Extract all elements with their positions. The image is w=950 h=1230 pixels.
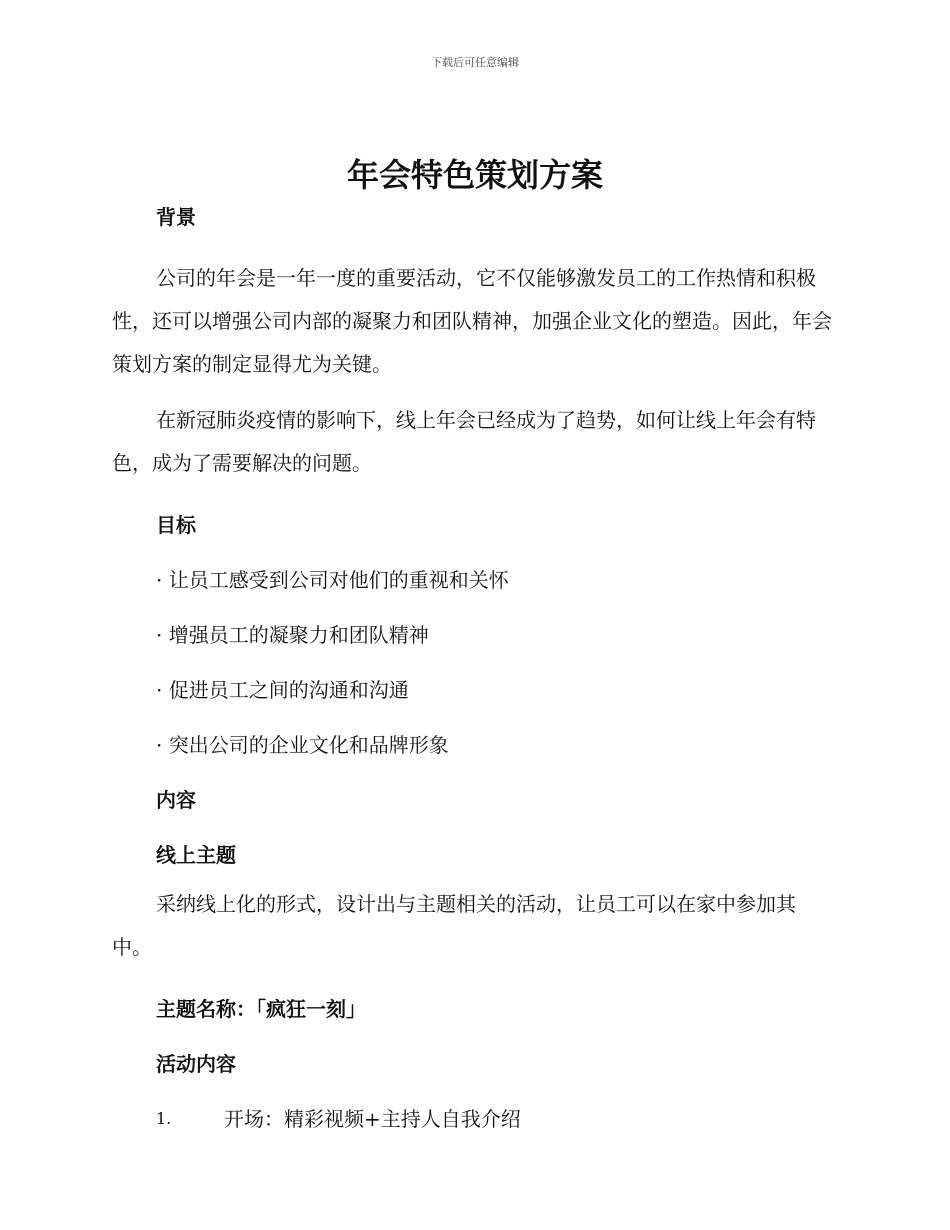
watermark-text: 下载后可任意编辑 [431,56,519,69]
goal-item: · 增强员工的凝聚力和团队精神 [156,623,429,647]
document-body [112,202,832,1134]
goal-item: · 让员工感受到公司对他们的重视和关怀 [156,568,509,592]
paragraph-background-2: 在新冠肺炎疫情的影响下，线上年会已经成为了趋势，如何让线上年会有特色，成为了需要解决的问题。 [112,408,816,475]
heading-online-theme: 线上主题 [156,843,236,867]
paragraph-background-1: 公司的年会是一年一度的重要活动，它不仅能够激发员工的工作热情和积极性，还可以增强公司内部的凝聚力和团队精神，加强企业文化的塑造。因此，年会策划方案的制定显得尤为关键。 [112,266,832,376]
heading-content: 内容 [156,788,196,812]
activity-item [112,1104,832,1134]
heading-activity: 活动内容 [156,1052,236,1076]
document-title: 年会特色策划方案 [346,156,603,194]
activity-number: 1. [156,1109,172,1128]
goal-item: · 突出公司的企业文化和品牌形象 [156,733,449,757]
heading-goal: 目标 [156,513,196,537]
paragraph-online-theme: 采纳线上化的形式，设计出与主题相关的活动，让员工可以在家中参加其中。 [112,892,796,959]
heading-background: 背景 [156,205,196,229]
heading-theme-name: 主题名称：「疯狂一刻」 [156,997,366,1021]
goal-item: · 促进员工之间的沟通和沟通 [156,678,409,702]
activity-text: 开场：精彩视频+主持人自我介绍 [224,1107,521,1131]
